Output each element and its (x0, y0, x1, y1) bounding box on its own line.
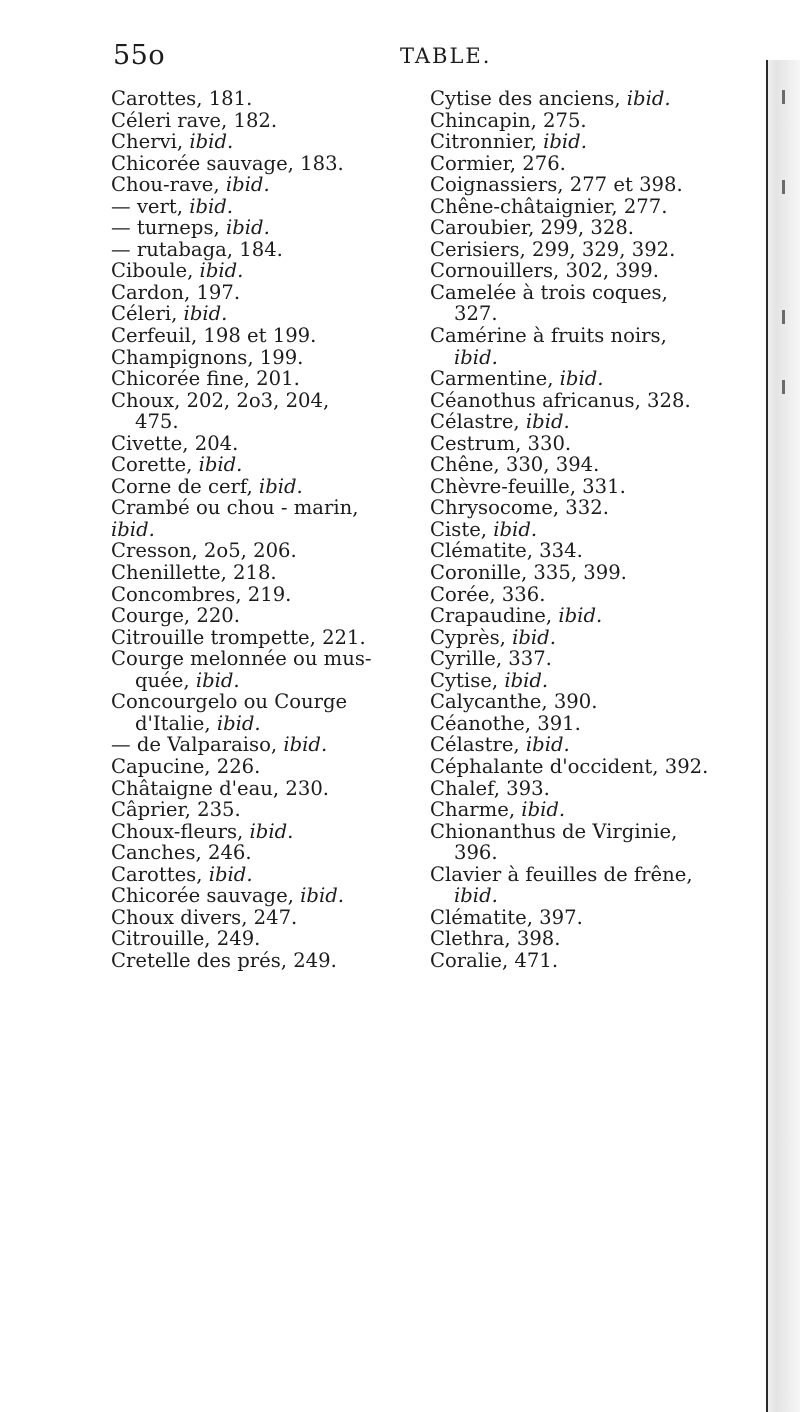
entry-text: — vert, (111, 194, 190, 218)
index-entry (111, 476, 411, 498)
entry-ibid: ibid. (208, 862, 253, 886)
index-entry (430, 756, 760, 778)
entry-text: Citrouille trompette, 221. (111, 625, 366, 649)
entry-text: Chervi, (111, 130, 190, 154)
entry-text: Civette, 204. (111, 431, 239, 455)
index-entry (430, 821, 760, 843)
entry-ibid: ibid. (249, 819, 294, 843)
entry-text: Coronille, 335, 399. (430, 561, 627, 585)
entry-text: Célastre, (430, 410, 526, 434)
page-edge-rule (766, 60, 768, 1412)
index-entry (430, 390, 760, 412)
entry-text: Chrysocome, 332. (430, 496, 609, 520)
index-entry (111, 562, 411, 584)
index-entry (430, 217, 760, 239)
index-entry (430, 454, 760, 476)
entry-text: Crambé ou chou - marin, (111, 496, 359, 520)
edge-mark (782, 90, 785, 104)
index-entry (111, 778, 411, 800)
index-entry (111, 131, 411, 153)
index-entry (430, 282, 760, 304)
index-entry (430, 239, 760, 261)
entry-ibid: ibid. (559, 367, 604, 391)
index-entry (111, 584, 411, 606)
entry-text: Courge melonnée ou mus- (111, 647, 372, 671)
index-column-right (430, 88, 760, 971)
index-entry (111, 390, 411, 412)
edge-mark (782, 180, 785, 194)
entry-ibid: ibid. (199, 259, 244, 283)
entry-text: Calycanthe, 390. (430, 690, 598, 714)
entry-text: Chèvre-feuille, 331. (430, 474, 626, 498)
entry-text: Ciste, (430, 517, 494, 541)
index-entry (111, 519, 411, 541)
entry-text: Camelée à trois coques, (430, 280, 668, 304)
entry-text: — rutabaga, 184. (111, 237, 283, 261)
entry-text: 396. (454, 841, 498, 865)
index-entry (111, 842, 411, 864)
entry-text: Citronnier, (430, 130, 544, 154)
index-entry (111, 540, 411, 562)
entry-text: Carottes, 181. (111, 87, 253, 110)
index-entry (111, 799, 411, 821)
entry-text: Canches, 246. (111, 841, 252, 865)
entry-text: 327. (454, 302, 498, 326)
entry-ibid: ibid. (504, 668, 549, 692)
entry-text: Cardon, 197. (111, 280, 241, 304)
entry-text: Chalef, 393. (430, 776, 550, 800)
entry-text: Céanothe, 391. (430, 711, 581, 735)
entry-text: Chenillette, 218. (111, 561, 277, 585)
entry-ibid: ibid. (521, 798, 566, 822)
entry-ibid: ibid. (300, 884, 344, 908)
index-entry (430, 584, 760, 606)
index-entry (111, 347, 411, 369)
entry-text: Cyrille, 337. (430, 647, 552, 671)
entry-text: Chou-rave, (111, 173, 226, 197)
entry-text: Céphalante d'occident, 392. (430, 754, 709, 778)
entry-ibid: ibid. (283, 733, 328, 757)
index-entry (111, 605, 411, 627)
entry-text: Cestrum, 330. (430, 431, 572, 455)
entry-text: Célastre, (430, 733, 526, 757)
entry-text: — turneps, (111, 216, 226, 240)
index-entry (430, 303, 760, 325)
entry-text: — de Valparaiso, (111, 733, 284, 757)
entry-text: Cerisiers, 299, 329, 392. (430, 237, 676, 261)
index-entry (430, 799, 760, 821)
running-title: TABLE. (400, 44, 492, 68)
index-entry (111, 928, 411, 950)
entry-text: Clethra, 398. (430, 927, 561, 951)
entry-text: Chincapin, 275. (430, 108, 587, 132)
entry-text: Coignassiers, 277 et 398. (430, 173, 683, 197)
index-entry (430, 433, 760, 455)
page-edge-shadow (766, 60, 800, 1412)
index-column-left (111, 88, 411, 971)
index-entry (111, 110, 411, 132)
index-entry (430, 907, 760, 929)
index-entry (111, 950, 411, 972)
entry-ibid: ibid. (189, 194, 234, 218)
entry-text: Cornouillers, 302, 399. (430, 259, 659, 283)
index-entry (430, 734, 760, 756)
index-entry (430, 928, 760, 950)
entry-ibid: ibid. (216, 711, 261, 735)
index-entry (111, 713, 411, 735)
index-entry (430, 260, 760, 282)
index-entry (430, 842, 760, 864)
entry-text: Capucine, 226. (111, 754, 261, 778)
entry-text: Crapaudine, (430, 604, 559, 628)
index-entry (430, 368, 760, 390)
entry-text: Corette, (111, 453, 199, 477)
index-entry (430, 540, 760, 562)
index-entry (111, 756, 411, 778)
entry-text: Choux, 202, 2o3, 204, (111, 388, 330, 412)
entry-text: Corée, 336. (430, 582, 546, 606)
entry-text: Camérine à fruits noirs, (430, 324, 667, 348)
entry-text: Chicorée fine, 201. (111, 367, 300, 391)
entry-text: Châtaigne d'eau, 230. (111, 776, 330, 800)
entry-ibid: ibid. (525, 733, 570, 757)
index-entry (111, 627, 411, 649)
entry-text: Choux-fleurs, (111, 819, 250, 843)
index-entry (430, 627, 760, 649)
entry-text: Céleri, (111, 302, 184, 326)
index-entry (430, 497, 760, 519)
entry-ibid: ibid. (543, 130, 587, 154)
index-entry (111, 411, 411, 433)
entry-ibid: ibid. (225, 173, 270, 197)
entry-ibid: ibid. (525, 410, 570, 434)
entry-text: Choux divers, 247. (111, 905, 298, 929)
index-entry (430, 131, 760, 153)
entry-text: Cyprès, (430, 625, 513, 649)
entry-text: Courge, 220. (111, 604, 240, 628)
index-entry (111, 153, 411, 175)
entry-ibid: ibid. (258, 474, 303, 498)
index-entry (430, 110, 760, 132)
index-entry (111, 368, 411, 390)
entry-text: Chionanthus de Virginie, (430, 819, 678, 843)
index-entry (111, 88, 411, 110)
index-entry (111, 670, 411, 692)
index-entry (430, 347, 760, 369)
entry-text: Corne de cerf, (111, 474, 259, 498)
entry-text: 475. (135, 410, 179, 434)
index-entry (111, 648, 411, 670)
entry-text: Champignons, 199. (111, 345, 304, 369)
entry-ibid: ibid. (493, 517, 538, 541)
index-entry (430, 88, 760, 110)
edge-mark (782, 380, 785, 394)
entry-text: Chêne, 330, 394. (430, 453, 600, 477)
entry-text: Clématite, 334. (430, 539, 583, 563)
index-entry (430, 691, 760, 713)
entry-text: Carmentine, (430, 367, 560, 391)
index-entry (430, 476, 760, 498)
entry-text: Céanothus africanus, 328. (430, 388, 691, 412)
index-entry (430, 713, 760, 735)
index-entry (111, 217, 411, 239)
entry-text: Carottes, (111, 862, 209, 886)
index-entry (111, 497, 411, 519)
entry-text: Clavier à feuilles de frêne, (430, 862, 693, 886)
entry-text: Caroubier, 299, 328. (430, 216, 635, 240)
index-entry (430, 196, 760, 218)
index-entry (111, 282, 411, 304)
index-entry (430, 605, 760, 627)
index-entry (111, 196, 411, 218)
entry-text: d'Italie, (135, 711, 217, 735)
entry-ibid: ibid. (195, 668, 240, 692)
entry-ibid: ibid. (558, 604, 603, 628)
index-entry (430, 562, 760, 584)
index-entry (111, 260, 411, 282)
entry-text: Charme, (430, 798, 522, 822)
entry-text: Cormier, 276. (430, 151, 566, 175)
entry-ibid: ibid. (454, 345, 498, 369)
edge-mark (782, 310, 785, 324)
index-entry (111, 433, 411, 455)
entry-text: Chêne-châtaignier, 277. (430, 194, 668, 218)
entry-text: Chicorée sauvage, 183. (111, 151, 344, 175)
entry-ibid: ibid. (198, 453, 243, 477)
index-entry (430, 778, 760, 800)
index-entry (111, 691, 411, 713)
entry-ibid: ibid. (512, 625, 556, 649)
entry-text: Chicorée sauvage, (111, 884, 301, 908)
entry-text: Cytise, (430, 668, 505, 692)
entry-ibid: ibid. (111, 517, 155, 541)
entry-text: Câprier, 235. (111, 798, 241, 822)
index-entry (430, 885, 760, 907)
index-entry (111, 864, 411, 886)
index-entry (111, 734, 411, 756)
index-entry (430, 153, 760, 175)
entry-text: Citrouille, 249. (111, 927, 261, 951)
index-entry (111, 821, 411, 843)
entry-ibid: ibid. (225, 216, 270, 240)
entry-text: Concombres, 219. (111, 582, 292, 606)
entry-ibid: ibid. (183, 302, 228, 326)
entry-text: Clématite, 397. (430, 905, 583, 929)
index-entry (111, 325, 411, 347)
index-entry (111, 239, 411, 261)
index-entry (430, 648, 760, 670)
entry-text: Cerfeuil, 198 et 199. (111, 324, 317, 348)
entry-text: Cresson, 2o5, 206. (111, 539, 297, 563)
entry-ibid: ibid. (189, 130, 234, 154)
entry-text: Cretelle des prés, 249. (111, 948, 337, 972)
index-entry (430, 864, 760, 886)
index-entry (111, 907, 411, 929)
index-entry (430, 174, 760, 196)
entry-ibid: ibid. (626, 87, 671, 110)
entry-text: Cytise des anciens, (430, 87, 627, 110)
index-entry (430, 670, 760, 692)
index-entry (430, 950, 760, 972)
entry-text: Coralie, 471. (430, 948, 559, 972)
index-entry (430, 325, 760, 347)
entry-text: quée, (135, 668, 196, 692)
index-entry (430, 519, 760, 541)
index-entry (111, 885, 411, 907)
entry-ibid: ibid. (454, 884, 498, 908)
entry-text: Ciboule, (111, 259, 200, 283)
page-number: 55o (113, 40, 166, 71)
entry-text: Concourgelo ou Courge (111, 690, 348, 714)
index-entry (111, 454, 411, 476)
entry-text: Céleri rave, 182. (111, 108, 278, 132)
index-entry (430, 411, 760, 433)
index-entry (111, 303, 411, 325)
index-entry (111, 174, 411, 196)
